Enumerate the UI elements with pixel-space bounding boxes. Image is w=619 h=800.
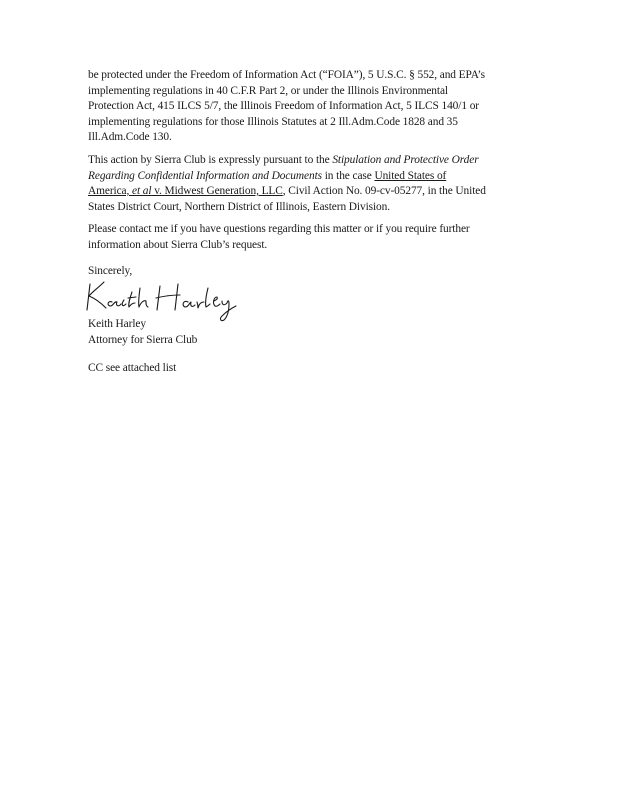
paragraph-line <box>88 169 528 185</box>
contact-paragraph <box>88 222 528 253</box>
paragraph-line: Ill.Adm.Code 130. <box>88 131 172 143</box>
text-run: , Civil Action No. 09-cv-05277, in the United <box>282 185 486 197</box>
signature-block <box>88 316 528 348</box>
order-title-italic: Stipulation and Protective Order <box>332 154 479 166</box>
cc-text: CC see attached list <box>88 362 177 374</box>
paragraph-line: be protected under the Freedom of Information Act (“FOIA”), 5 U.S.C. § 552, and EPA’s <box>88 69 485 81</box>
paragraph-line: States District Court, Northern District of Illinois, Eastern Division. <box>88 200 390 213</box>
cc-line <box>88 361 528 377</box>
paragraph-line: Please contact me if you have questions regarding this matter or if you require further <box>88 223 470 235</box>
paragraph-line <box>88 184 528 200</box>
case-name-underlined <box>88 185 283 197</box>
protective-order-paragraph <box>88 153 528 215</box>
paragraph-line <box>88 153 528 169</box>
text-run: in the case <box>321 169 375 182</box>
case-name-underlined: United States of <box>374 169 447 182</box>
sincerely-text: Sincerely, <box>88 265 133 277</box>
signer-name: Keith Harley <box>88 318 146 330</box>
paragraph-line: Protection Act, 415 ILCS 5/7, the Illinois Freedom of Information Act, 5 ILCS 140/1 or <box>88 100 479 112</box>
signer-title: Attorney for Sierra Club <box>88 334 198 346</box>
paragraph-line: implementing regulations for those Illinois Statutes at 2 Ill.Adm.Code 1828 and 35 <box>88 115 458 128</box>
et-al-italic: et al <box>132 185 152 197</box>
paragraph-line: information about Sierra Club’s request. <box>88 238 268 251</box>
foia-paragraph <box>88 68 528 146</box>
order-title-italic: Regarding Confidential Information and Documents <box>88 169 322 182</box>
text-run: America, <box>88 185 133 197</box>
text-run: This action by Sierra Club is expressly pursuant to the <box>88 154 333 166</box>
paragraph-line: implementing regulations in 40 C.F.R Part 2, or under the Illinois Environmental <box>88 84 448 97</box>
text-run: v. Midwest Generation, LLC <box>151 185 283 197</box>
